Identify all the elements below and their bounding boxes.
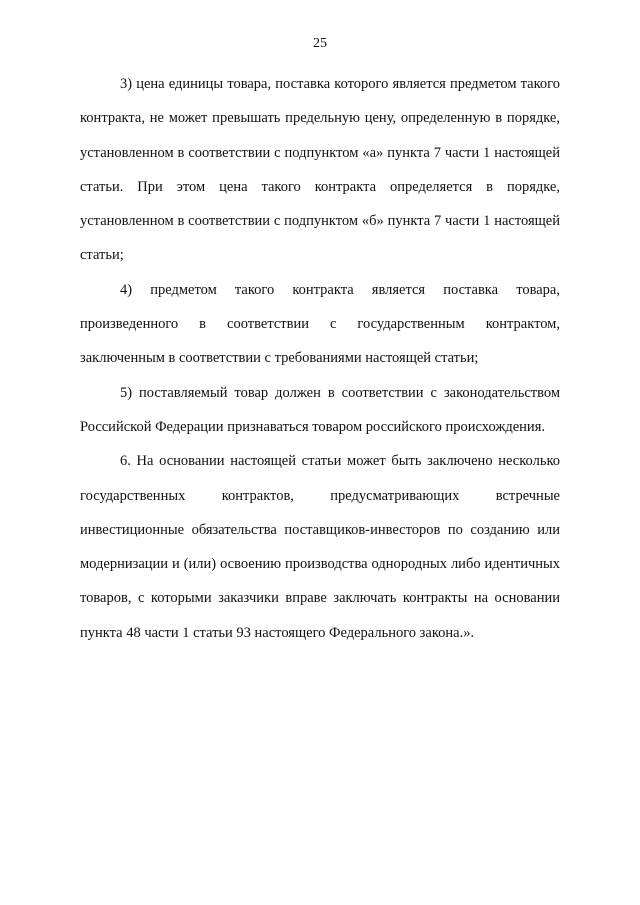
document-body — [80, 67, 560, 650]
paragraph-item-5: 5) поставляемый товар должен в соответствии с законодательством Российской Федерации признаваться товаром российского происхождения. — [80, 384, 560, 435]
page-number: 25 — [313, 36, 327, 51]
paragraph-part-6: 6. На основании настоящей статьи может быть заключено несколько государственных контрактов, предусматривающих встречные инвестиционные обязательства поставщиков-инвесторов по созданию или модернизации и (или) освоению производства однородных либо идентичных товаров, с которыми заказчики вправе заключать контракты на основании пункта 48 части 1 статьи 93 настоящего Федерального закона.». — [80, 453, 560, 641]
paragraph-item-3: 3) цена единицы товара, поставка которого является предметом такого контракта, не может превышать предельную цену, определенную в порядке, установленном в соответствии с подпунктом «а» пункта 7 части 1 настоящей статьи. При этом цена такого контракта определяется в порядке, установленном в соответствии с подпунктом «б» пункта 7 части 1 настоящей статьи; — [80, 76, 560, 264]
paragraph-item-4: 4) предметом такого контракта является поставка товара, произведенного в соответствии с государственным контрактом, заключенным в соответствии с требованиями настоящей статьи; — [80, 281, 560, 367]
